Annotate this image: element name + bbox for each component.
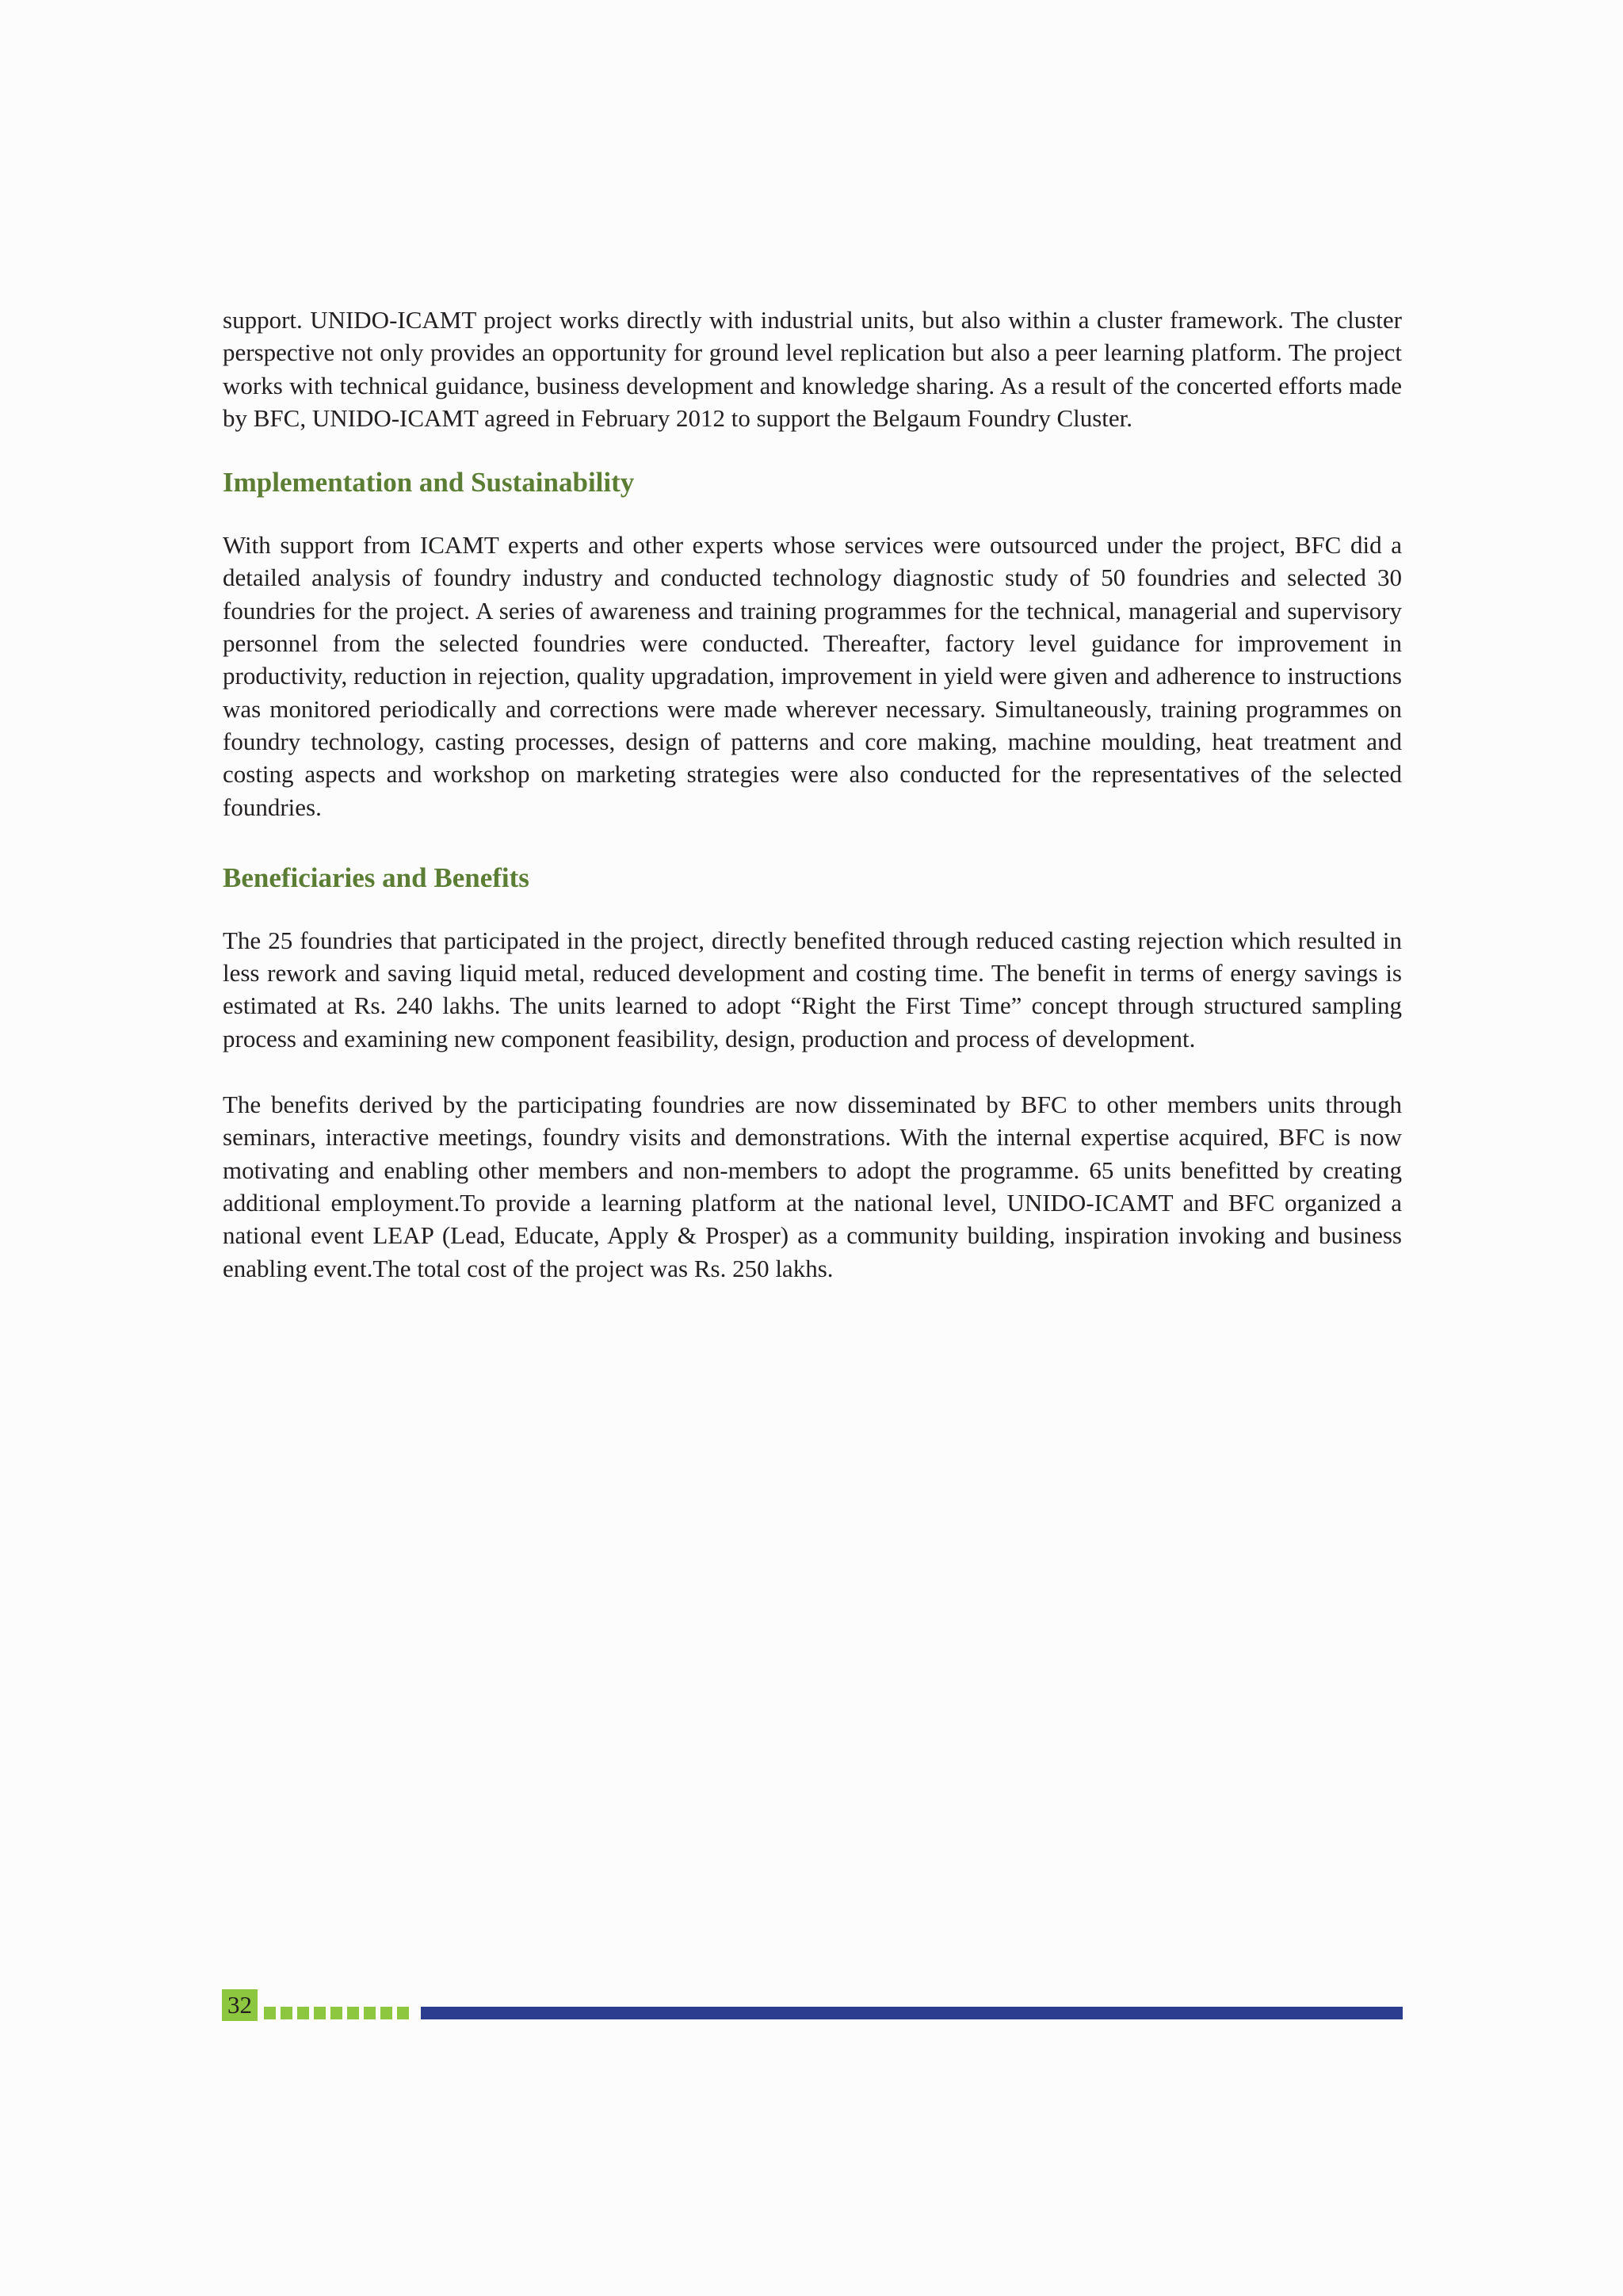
section-heading-implementation: Implementation and Sustainability xyxy=(223,467,635,499)
footer-dot xyxy=(380,2007,392,2019)
dissemination-paragraph: The benefits derived by the participating foundries are now disseminated by BFC to other members units through seminars, interactive meetings, foundry visits and demonstrations. With the internal expertise acquired, BFC is now motivating and enabling other members and non-members to adopt the programme. 65 units benefitted by creating additional employment.To provide a learning platform at the national level, UNIDO-ICAMT and BFC organized a national event LEAP (Lead, Educate, Apply & Prosper) as a community building, inspiration invoking and business enabling event.The total cost of the project was Rs. 250 lakhs. xyxy=(223,1091,1402,1282)
footer-dot xyxy=(330,2007,342,2019)
footer-dot xyxy=(397,2007,409,2019)
footer-dot xyxy=(281,2007,292,2019)
page-content xyxy=(223,304,1402,1285)
footer-dot xyxy=(314,2007,326,2019)
benefits-paragraph: The 25 foundries that participated in the project, directly benefited through reduced casting rejection which resulted in less rework and saving liquid metal, reduced development and costing time. The benefit in terms of energy savings is estimated at Rs. 240 lakhs. The units learned to adopt “Right the First Time” concept through structured sampling process and examining new component feasibility, design, production and process of development. xyxy=(223,926,1402,1052)
page-footer xyxy=(222,1989,1403,2021)
footer-dot xyxy=(297,2007,309,2019)
section-heading-beneficiaries: Beneficiaries and Benefits xyxy=(223,861,529,893)
page-number: 32 xyxy=(222,1989,258,2021)
footer-dot xyxy=(264,2007,276,2019)
intro-paragraph: support. UNIDO-ICAMT project works directly with industrial units, but also within a cluster framework. The cluster perspective not only provides an opportunity for ground level replication but also a peer learning platform. The project works with technical guidance, business development and knowledge sharing. As a result of the concerted efforts made by BFC, UNIDO-ICAMT agreed in February 2012 to support the Belgaum Foundry Cluster. xyxy=(223,306,1402,432)
implementation-paragraph: With support from ICAMT experts and other experts whose services were outsourced under the project, BFC did a detailed analysis of foundry industry and conducted technology diagnostic study of 50 foundries and selected 30 foundries for the project. A series of awareness and training programmes for the technical, managerial and supervisory personnel from the selected foundries were conducted. Thereafter, factory level guidance for improvement in productivity, reduction in rejection, quality upgradation, improvement in yield were given and adherence to instructions was monitored periodically and corrections were made wherever necessary. Simultaneously, training programmes on foundry technology, casting processes, design of patterns and core making, machine moulding, heat treatment and costing aspects and workshop on marketing strategies were also conducted for the representatives of the selected foundries. xyxy=(223,531,1402,821)
footer-dot xyxy=(347,2007,359,2019)
footer-dot-row xyxy=(264,2007,409,2019)
footer-dot xyxy=(364,2007,376,2019)
footer-bar xyxy=(421,2007,1403,2019)
